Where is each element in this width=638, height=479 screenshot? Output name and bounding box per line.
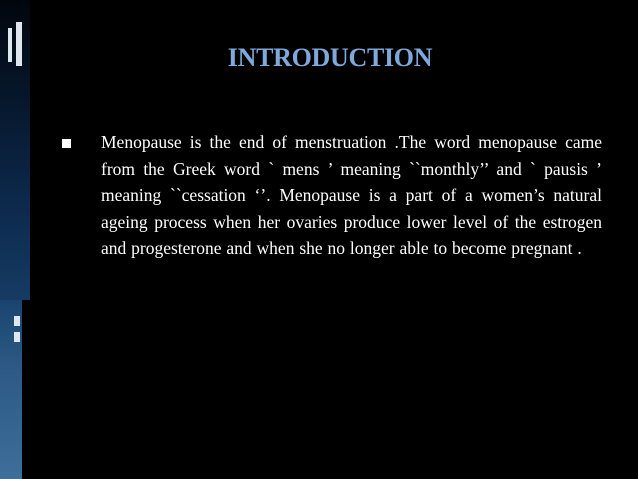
left-decorative-bar [0, 0, 30, 300]
decorative-mark [8, 28, 12, 62]
decorative-mark [14, 332, 20, 342]
decorative-mark [14, 316, 20, 326]
slide-title: INTRODUCTION [227, 43, 433, 72]
bullet-icon [62, 139, 71, 148]
left-decorative-bar-lower [0, 300, 22, 479]
decorative-mark [16, 22, 22, 66]
slide-body-text: Menopause is the end of menstruation .The word menopause came from the Greek word ` mens ’ meaning ``monthly’’ and ` pausis ’ meaning ``cessation ‘’. Menopause is a part of a women’s natural ageing process when her ovaries produce lower level of the estrogen and progesterone and when she no longer able to become pregnant . [101, 132, 602, 258]
